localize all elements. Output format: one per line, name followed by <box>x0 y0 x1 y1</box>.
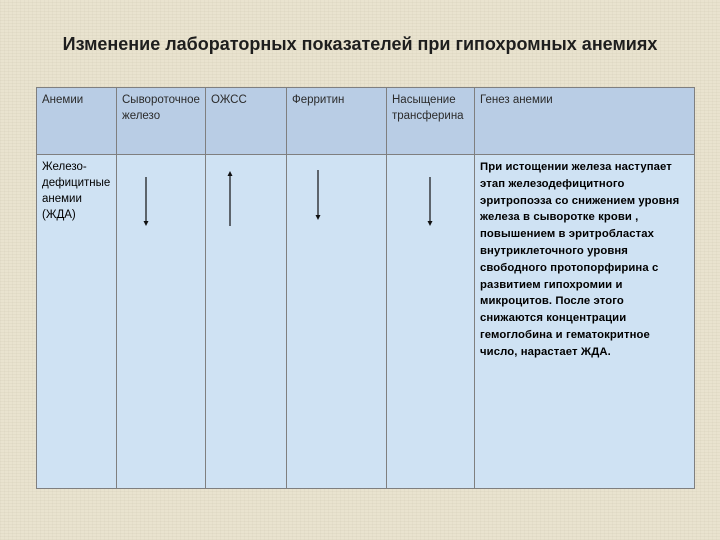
cell-tibc <box>206 155 287 489</box>
header-serum-iron: Сывороточное железо <box>117 88 206 155</box>
lab-indicators-table <box>36 87 695 489</box>
table-header-row <box>37 88 695 155</box>
cell-anemia-genesis: При истощении железа наступает этап железодефицитного эритропоэза со снижением уровня железа в сыворотке крови , повышением в эритробластах внутриклеточного уровня свободного протопорфирина с развитием гипохромии и микроцитов. После этого снижаются концентрации гемоглобина и гематокритное число, нарастает ЖДА. <box>475 155 695 489</box>
slide-title: Изменение лабораторных показателей при гипохромных анемиях <box>62 34 658 54</box>
cell-ferritin <box>287 155 387 489</box>
header-tibc: ОЖСС <box>206 88 287 155</box>
arrow-down-icon <box>117 155 205 275</box>
header-transferrin-saturation: Насыщение трансферина <box>387 88 475 155</box>
header-ferritin: Ферритин <box>287 88 387 155</box>
table-row <box>37 155 695 489</box>
header-anemia-genesis: Генез анемии <box>475 88 695 155</box>
cell-anemia-name: Железо-дефицитные анемии (ЖДА) <box>37 155 117 489</box>
cell-serum-iron <box>117 155 206 489</box>
header-anemia: Анемии <box>37 88 117 155</box>
arrow-up-icon <box>206 155 286 275</box>
cell-transferrin-saturation <box>387 155 475 489</box>
arrow-down-icon <box>387 155 474 275</box>
arrow-down-icon <box>287 155 386 275</box>
